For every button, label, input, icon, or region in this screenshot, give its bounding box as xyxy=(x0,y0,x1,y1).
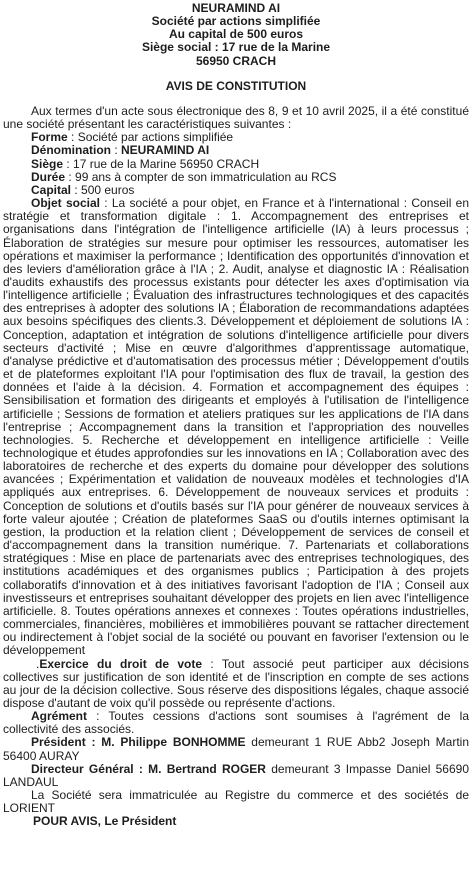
dg-label: Directeur Général : M. Bertrand ROGER xyxy=(31,761,266,776)
capital-value: : 500 euros xyxy=(71,182,135,197)
vote-value: : Tout associé peut participer aux décisions collectives sur justification de son identité et de l'inscription en compte de ses actions au jour de la décision collective. Sous réserve des dispositions légales, chaque associé dispose d'autant de voix qu'il possède ou représente d'actions. xyxy=(3,656,469,710)
agrement-value: : Toutes cessions d'actions sont soumises à l'agrément de la collectivité des associés. xyxy=(3,709,469,737)
vote-paragraph: .Exercice du droit de vote : Tout associé peut participer aux décisions collectives sur justification de son identité et de l'inscription en compte de ses actions au jour de la décision collective. Sous réserve des dispositions légales, chaque associé dispose d'autant de voix qu'il possède ou représente d'actions. xyxy=(3,656,469,710)
signature: POUR AVIS, Le Président xyxy=(33,814,177,829)
company-name: NEURAMIND AI xyxy=(191,1,281,15)
denomination-label: Dénomination xyxy=(31,143,111,158)
president-value: demeurant 1 RUE Abb2 Joseph Martin 56400 AURAY xyxy=(3,735,469,763)
vote-label: Exercice du droit de vote xyxy=(39,656,203,671)
agrement-label: Agrément xyxy=(31,709,88,724)
company-siege: Siège social : 17 rue de la Marine xyxy=(141,40,331,55)
intro-paragraph: Aux termes d'un acte sous électronique des 8, 9 et 10 avril 2025, il a été constitué une société présentant les caractéristiques suivantes : xyxy=(3,103,469,132)
objet-social-paragraph xyxy=(3,197,469,657)
notice-title: AVIS DE CONSTITUTION xyxy=(165,78,307,93)
forme-value: : Société par actions simplifiée xyxy=(67,130,234,145)
signature-line xyxy=(3,815,469,828)
agrement-paragraph xyxy=(3,710,469,736)
president-paragraph xyxy=(3,736,469,762)
duree-value: : 99 ans à compter de son immatriculation au RCS xyxy=(65,169,337,184)
dg-paragraph xyxy=(3,763,469,789)
objet-label: Objet social xyxy=(31,196,100,211)
forme-label: Forme xyxy=(31,130,68,145)
company-capital: Au capital de 500 euros xyxy=(168,27,304,42)
capital-label: Capital xyxy=(31,182,72,197)
president-label: Président : M. Philippe BONHOMME xyxy=(31,735,246,750)
company-city: 56950 CRACH xyxy=(195,53,277,68)
rcs-paragraph: La Société sera immatriculée au Registre du commerce et des sociétés de LORIENT xyxy=(3,788,469,816)
denomination-line: Dénomination : NEURAMIND AI xyxy=(31,143,210,158)
siege-value: : 17 rue de la Marine 56950 CRACH xyxy=(63,156,260,171)
objet-value: : La société a pour objet, en France et à l'international : Conseil en stratégie et transformation digitale : 1. Accompagnement des entreprises et organisations dans l'intégration de l'intelligence artificielle (IA) à leurs processus ; Élaboration de stratégies sur mesure pour optimiser les ressources, automatiser les opérations et maximiser la performance ; Identification des opportunités d'innovation et des leviers d'amélioration grâce à l'IA ; 2. Audit, analyse et diagnostic IA : Réalisation d'audits exhaustifs des processus existants pour détecter les axes d'optimisation via l'intelligence artificielle ; Évaluation des infrastructures technologiques et des capacités des entreprises à adopter des solutions IA ; Élaboration de recommandations adaptées aux besoins spécifiques des clients.3. Développement et déploiement de solutions IA : Conception, adaptation et intégration de solutions d'intelligence artificielle pour divers secteurs d'activité ; Mise en œuvre d'algorithmes d'apprentissage automatique, d'analyse prédictive et d'automatisation des processus métier ; Développement d'outils et de plateformes exploitant l'IA pour l'optimisation des flux de travail, la gestion des données et l'aide à la décision. 4. Formation et accompagnement des équipes : Sensibilisation et formation des dirigeants et employés à l'utilisation de l'intelligence artificielle ; Sessions de formation et ateliers pratiques sur les applications de l'IA dans l'entreprise ; Accompagnement dans la transition et l'appropriation des nouvelles technologies. 5. Recherche et développement en intelligence artificielle : Veille technologique et études approfondies sur les innovations en IA ; Collaboration avec des laboratoires de recherche et des experts du domaine pour développer des solutions avancées ; Expérimentation et validation de nouveaux modèles et technologies d'IA appliqués aux entreprises. 6. Développement de nouveaux services et produits : Conception de solutions et d'outils basés sur l'IA pour générer de nouveaux services à forte valeur ajoutée ; Création de plateformes SaaS ou d'outils internes optimisant la gestion, la production et la relation client ; Développement de services de conseil et d'accompagnement dans la transition numérique. 7. Partenariats et collaborations stratégiques : Mise en place de partenariats avec des entreprises technologiques, des institutions académiques et des organismes publics ; Participation à des projets collaboratifs d'innovation et à des initiatives favorisant l'adoption de l'IA ; Conseil aux investisseurs et entreprises souhaitant développer des projets en lien avec l'intelligence artificielle. 8. Toutes opérations annexes et connexes : Toutes opérations industrielles, commerciales, financières, mobilières et immobilières pouvant se rattacher directement ou indirectement à l'objet social de la société ou pouvant en favoriser l'extension ou le développement xyxy=(3,196,469,658)
siege-label: Siège xyxy=(31,156,64,171)
company-form: Société par actions simplifiée xyxy=(151,14,321,29)
dg-value: demeurant 3 Impasse Daniel 56690 LANDAUL xyxy=(3,761,470,789)
duree-label: Durée xyxy=(31,169,66,184)
denomination-value: NEURAMIND AI xyxy=(121,143,210,158)
